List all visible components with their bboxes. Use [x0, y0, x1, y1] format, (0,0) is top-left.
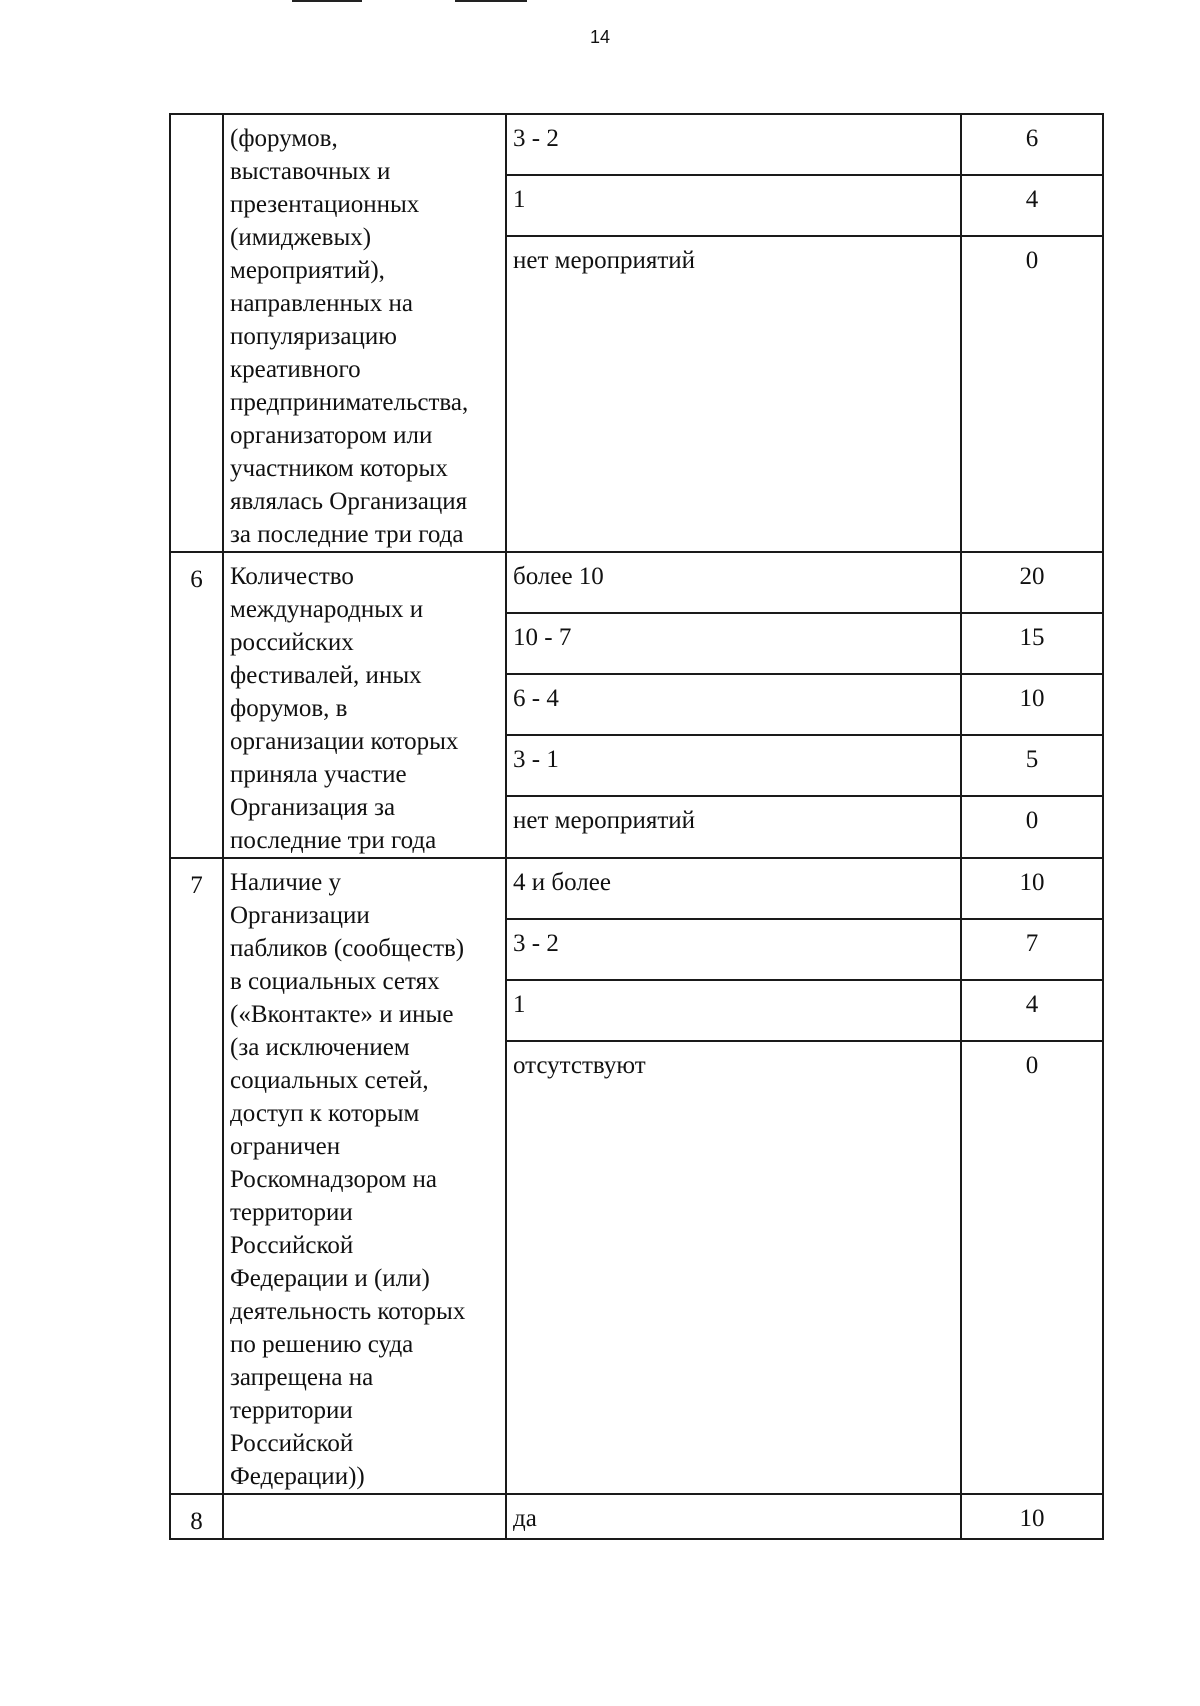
criterion-text-line: по решению суда	[230, 1331, 414, 1358]
option-score: 20	[961, 552, 1103, 613]
criterion-text-line: Организации	[230, 902, 370, 929]
criterion-description	[223, 858, 506, 1494]
option-score: 6	[961, 114, 1103, 175]
table-row	[170, 858, 1103, 919]
criteria-table	[169, 113, 1104, 1540]
option-value: 10 - 7	[506, 613, 961, 674]
criterion-text-line: Наличие у	[230, 869, 342, 896]
page-number: 14	[589, 27, 611, 47]
option-score: 10	[961, 674, 1103, 735]
criterion-text-line: Российской	[230, 1430, 354, 1457]
criterion-number: 6	[170, 552, 223, 858]
criterion-text-line: Российской	[230, 1232, 354, 1259]
criterion-text-line: популяризацию	[230, 323, 397, 350]
criterion-text-line: (за исключением	[230, 1034, 410, 1061]
criterion-text-line: последние три года	[230, 827, 437, 854]
option-score: 10	[961, 1494, 1103, 1539]
criterion-text-line: социальных сетей,	[230, 1067, 429, 1094]
option-value: нет мероприятий	[506, 236, 961, 552]
criteria-table-body	[170, 114, 1103, 1539]
criterion-text-line: креативного	[230, 356, 361, 383]
top-edge-mark-left	[292, 0, 362, 2]
criterion-text-line: форумов, в	[230, 695, 348, 722]
criterion-text-line: являлась Организация	[230, 488, 468, 515]
criterion-text-line: доступ к которым	[230, 1100, 420, 1127]
option-value: более 10	[506, 552, 961, 613]
criterion-text-line: направленных на	[230, 290, 413, 317]
option-score: 0	[961, 1041, 1103, 1494]
criterion-text-line: участником которых	[230, 455, 448, 482]
table-row	[170, 114, 1103, 175]
criterion-text-line: территории	[230, 1199, 353, 1226]
criterion-text-line: запрещена на	[230, 1364, 374, 1391]
criterion-number	[170, 114, 223, 552]
criterion-text-line: в социальных сетях	[230, 968, 440, 995]
option-score: 4	[961, 980, 1103, 1041]
option-score: 10	[961, 858, 1103, 919]
criterion-text-line: Роскомнадзором на	[230, 1166, 438, 1193]
criterion-text-line: пабликов (сообществ)	[230, 935, 465, 962]
criterion-text-line: территории	[230, 1397, 353, 1424]
criterion-text-line: ограничен	[230, 1133, 341, 1160]
criterion-text-line: Федерации и (или)	[230, 1265, 430, 1292]
option-score: 0	[961, 796, 1103, 858]
option-value: 1	[506, 175, 961, 236]
table-row	[170, 552, 1103, 613]
criterion-text-line: приняла участие	[230, 761, 407, 788]
top-edge-mark-right	[455, 0, 527, 2]
criterion-description	[223, 552, 506, 858]
criterion-text-line: презентационных	[230, 191, 420, 218]
criterion-number: 8	[170, 1494, 223, 1539]
option-score: 5	[961, 735, 1103, 796]
criterion-text-line: (форумов,	[230, 125, 338, 152]
criterion-text-line: (имиджевых)	[230, 224, 372, 251]
criterion-text-line: Количество	[230, 563, 354, 590]
criterion-text-line: фестивалей, иных	[230, 662, 422, 689]
option-score: 7	[961, 919, 1103, 980]
option-value: 6 - 4	[506, 674, 961, 735]
criterion-text-line: мероприятий),	[230, 257, 385, 284]
option-value: 1	[506, 980, 961, 1041]
option-score: 4	[961, 175, 1103, 236]
criterion-text-line: выставочных и	[230, 158, 391, 185]
option-value: да	[506, 1494, 961, 1539]
option-score: 0	[961, 236, 1103, 552]
option-value: 4 и более	[506, 858, 961, 919]
criterion-description	[223, 1494, 506, 1539]
table-row	[170, 1494, 1103, 1539]
option-value: 3 - 1	[506, 735, 961, 796]
criterion-text-line: российских	[230, 629, 354, 656]
criterion-text-line: Организация за	[230, 794, 396, 821]
criterion-text-line: («Вконтакте» и иные	[230, 1001, 454, 1028]
criterion-text-line: организации которых	[230, 728, 459, 755]
criterion-text-line: организатором или	[230, 422, 433, 449]
option-value: отсутствуют	[506, 1041, 961, 1494]
criterion-text-line: Федерации))	[230, 1463, 365, 1490]
option-value: нет мероприятий	[506, 796, 961, 858]
option-score: 15	[961, 613, 1103, 674]
option-value: 3 - 2	[506, 114, 961, 175]
option-value: 3 - 2	[506, 919, 961, 980]
criterion-text-line: международных и	[230, 596, 424, 623]
criterion-text-line: деятельность которых	[230, 1298, 466, 1325]
criterion-description	[223, 114, 506, 552]
criterion-text-line: за последние три года	[230, 521, 464, 548]
criterion-number: 7	[170, 858, 223, 1494]
criterion-text-line: предпринимательства,	[230, 389, 469, 416]
